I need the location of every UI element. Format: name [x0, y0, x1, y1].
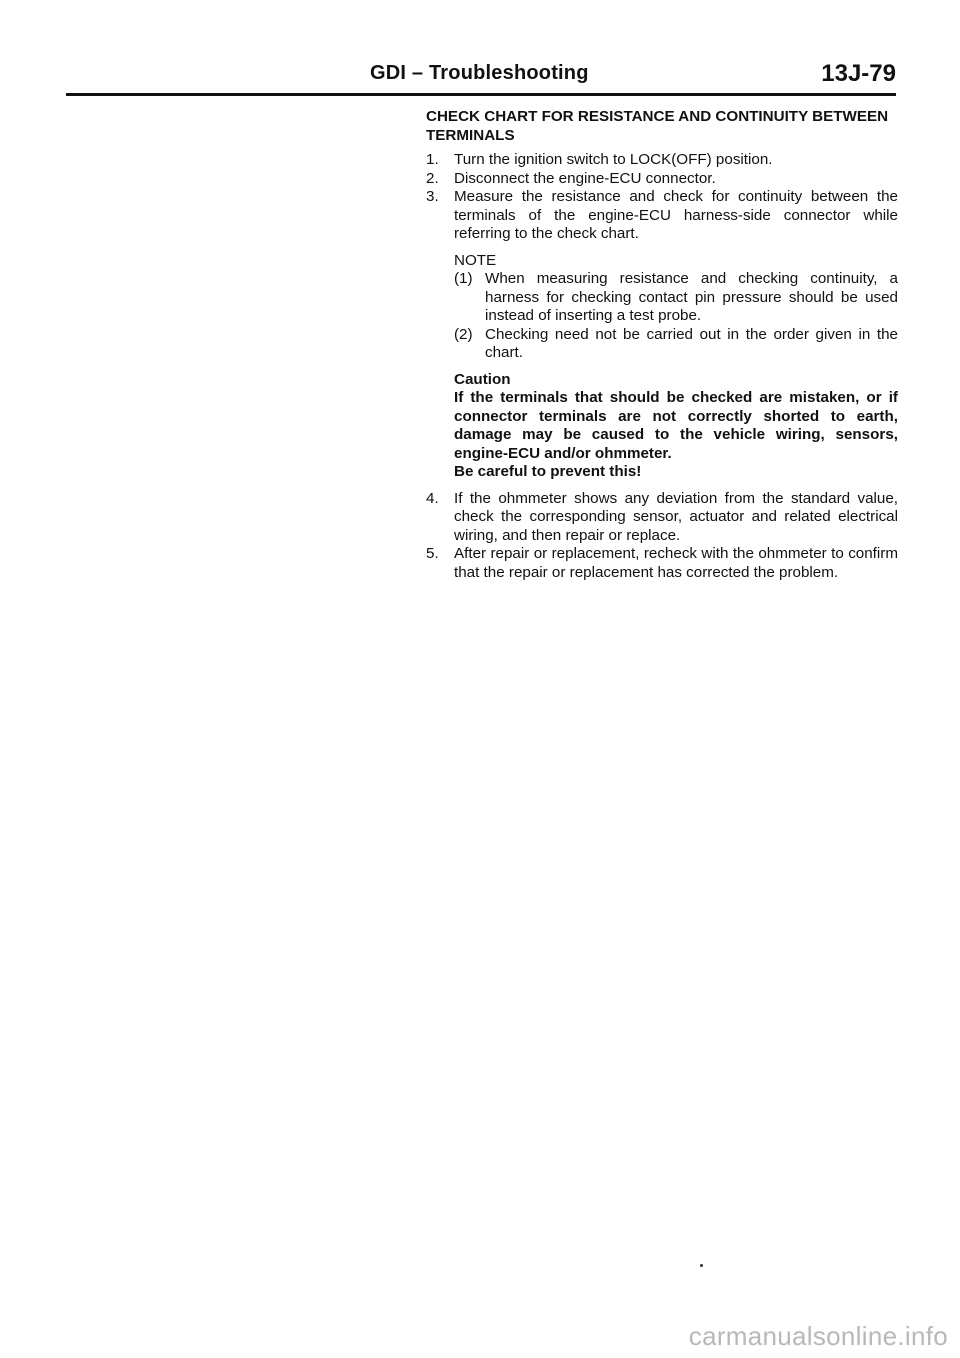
step-3: [426, 188, 898, 244]
note-item-1: [454, 270, 898, 326]
page-number: 13J-79: [821, 60, 896, 87]
step-text: After repair or replacement, recheck with the ohmmeter to confirm that the repair or replacement has corrected the problem.: [454, 545, 898, 581]
note-block: [454, 252, 898, 363]
note-number: (1): [454, 270, 473, 287]
note-text: Checking need not be carried out in the order given in the chart.: [485, 325, 898, 361]
caution-block: [454, 371, 898, 482]
page-header: [340, 60, 896, 90]
step-2: [426, 170, 898, 189]
watermark: carmanualsonline.info: [688, 1321, 948, 1351]
step-text: Measure the resistance and check for continuity between the terminals of the engine-ECU harness-side connector while referring to the check chart.: [454, 188, 898, 242]
caution-text: If the terminals that should be checked are mistaken, or if connector terminals are not correctly shorted to earth, damage may be caused to the vehicle wiring, sensors, engine-ECU and/or ohmmeter.: [454, 389, 898, 462]
step-4: [426, 490, 898, 546]
main-content: [426, 108, 898, 582]
section-title: CHECK CHART FOR RESISTANCE AND CONTINUITY BETWEEN TERMINALS: [426, 108, 889, 144]
step-number: 5.: [426, 545, 439, 562]
step-text: Turn the ignition switch to LOCK(OFF) position.: [454, 151, 773, 168]
header-title: GDI – Troubleshooting: [370, 62, 589, 84]
step-number: 1.: [426, 151, 439, 168]
step-1: [426, 151, 898, 170]
step-number: 4.: [426, 489, 439, 507]
note-heading: NOTE: [454, 251, 497, 269]
step-text: Disconnect the engine-ECU connector.: [454, 169, 716, 187]
note-text: When measuring resistance and checking continuity, a harness for checking contact pin pressure should be used instead of inserting a test probe.: [485, 270, 898, 324]
header-rule: [66, 93, 896, 96]
note-item-2: [454, 326, 898, 363]
steps-list-a: [426, 151, 898, 244]
step-number: 3.: [426, 188, 439, 205]
note-number: (2): [454, 325, 473, 343]
caution-heading: Caution: [454, 370, 511, 388]
step-text: If the ohmmeter shows any deviation from the standard value, check the corresponding sensor, actuator and related electrical wiring, and then repair or replace.: [454, 489, 898, 544]
step-5: [426, 545, 898, 582]
caution-text-2: Be careful to prevent this!: [454, 463, 642, 480]
step-number: 2.: [426, 169, 439, 187]
steps-list-b: [426, 490, 898, 583]
scan-speck: [700, 1264, 703, 1267]
